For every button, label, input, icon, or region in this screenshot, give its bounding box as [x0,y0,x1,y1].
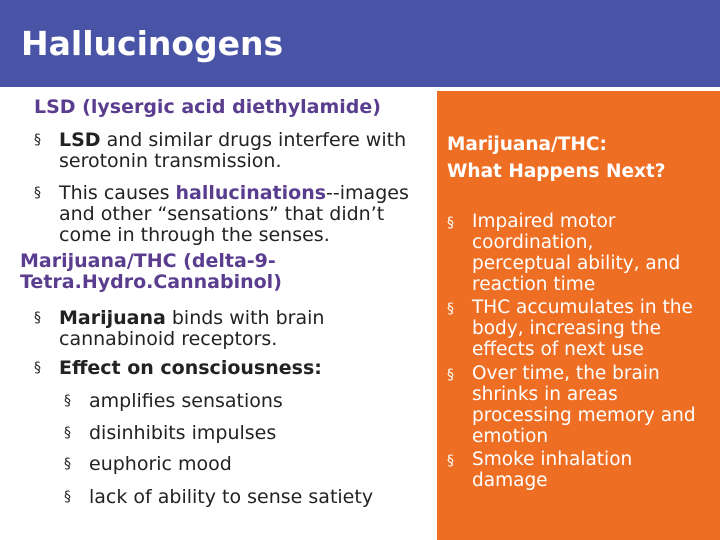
lsd-bullet-1-cont: serotonin transmission. [59,150,282,172]
lsd-heading: LSD (lysergic acid diethylamide) [34,96,381,118]
bullet-icon: § [64,489,71,505]
right-bullet-line: Over time, the brain [472,363,660,384]
thc-bullet-2: Effect on consciousness: [59,357,322,379]
bullet-icon: § [64,425,71,441]
bullet-icon: § [64,456,71,472]
thc-bullet-1-cont: cannabinoid receptors. [59,328,278,350]
lsd-bullet-2-cont1: and other “sensations” that didn’t [59,203,385,225]
bullet-icon: § [64,393,71,409]
right-bullet-line: shrinks in areas [472,384,618,405]
right-bullet-line: body, increasing the [472,318,661,339]
right-bullet-line: effects of next use [472,339,644,360]
thc-heading-line2: Tetra.Hydro.Cannabinol) [20,271,282,293]
lsd-bullet-2: This causes hallucinations--images [59,182,409,204]
right-heading-line2: What Happens Next? [447,161,666,182]
thc-bullet-1: Marijuana binds with brain [59,307,325,329]
lsd-bullet-2-cont2: come in through the senses. [59,224,330,246]
bullet-icon: § [447,301,454,317]
bullet-icon: § [34,185,41,201]
right-bullet-line: perceptual ability, and [472,253,681,274]
right-bullet-line: processing memory and [472,405,696,426]
right-bullet-line: damage [472,470,548,491]
right-bullet-line: Impaired motor [472,211,616,232]
bullet-icon: § [34,310,41,326]
bullet-icon: § [447,215,454,231]
right-heading-line1: Marijuana/THC: [447,134,607,155]
effect-item: euphoric mood [89,453,232,475]
bullet-icon: § [447,367,454,383]
bullet-icon: § [34,360,41,376]
slide-title: Hallucinogens [21,24,284,63]
right-bullet-line: coordination, [472,232,594,253]
effect-item: amplifies sensations [89,390,283,412]
lsd-bullet-1: LSD and similar drugs interfere with [59,129,407,151]
effect-item: lack of ability to sense satiety [89,486,374,508]
right-bullet-line: emotion [472,426,549,447]
right-bullet-line: THC accumulates in the [472,297,693,318]
right-bullet-line: Smoke inhalation [472,449,633,470]
effect-item: disinhibits impulses [89,422,277,444]
right-bullet-line: reaction time [472,274,596,295]
title-bar [0,0,720,87]
bullet-icon: § [34,132,41,148]
bullet-icon: § [447,453,454,469]
thc-heading-line1: Marijuana/THC (delta-9- [20,250,276,272]
